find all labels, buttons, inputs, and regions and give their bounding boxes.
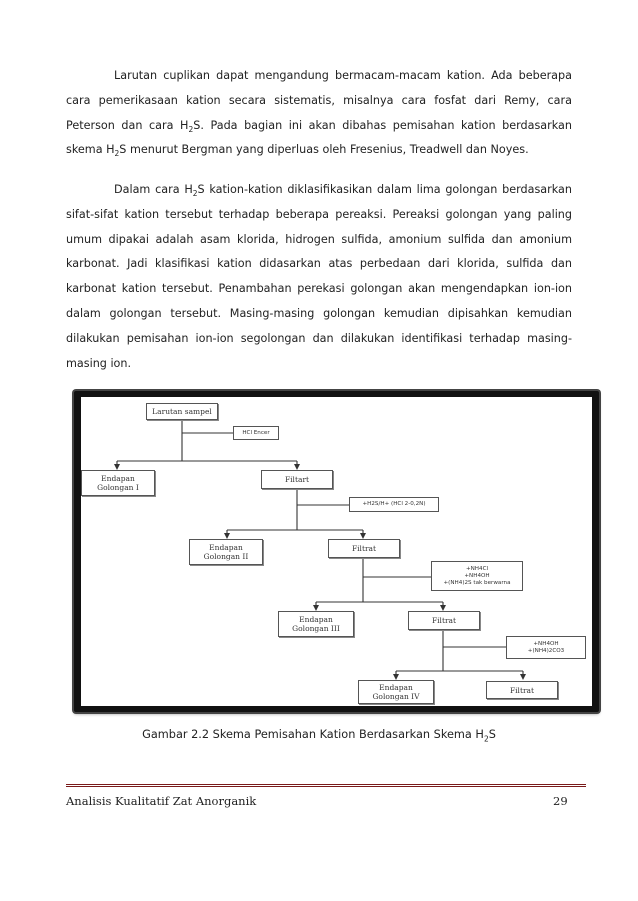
figure-caption [0, 728, 638, 744]
subscript: 2 [114, 149, 120, 159]
page-number: 29 [553, 794, 568, 808]
box-larutan-sampel: Larutan sampel [146, 403, 218, 420]
paragraph-intro-text-1: Larutan cuplikan dapat mengandung bermacam-macam kation. Ada beberapa cara pemerikasaan kation secara sistematis, misalnya cara fosfat dari Remy, cara Peterson dan cara H [66, 69, 572, 132]
figure-caption-tail: S [488, 728, 496, 741]
reagent-nh4-group-4: +NH4OH +(NH4)2CO3 [506, 636, 586, 659]
footer-divider-secondary [66, 786, 586, 787]
subscript: 2 [192, 189, 198, 199]
box-endapan-golongan-2: Endapan Golongan II [189, 539, 263, 565]
separation-scheme-diagram [81, 397, 592, 706]
box-filtrat-3: Filtrat [408, 611, 480, 630]
figure-caption-text: Gambar 2.2 Skema Pemisahan Kation Berdasarkan Skema H [142, 728, 484, 741]
paragraph-classification-text-1: Dalam cara H [114, 183, 193, 196]
subscript: 2 [483, 734, 489, 744]
figure-frame [74, 391, 599, 712]
box-endapan-golongan-1: Endapan Golongan I [81, 470, 155, 496]
paragraph-intro-text-2: S. Pada bagian ini akan dibahas pemisahan kation berdasarkan skema H [66, 118, 572, 157]
reagent-nh4-group-3: +NH4Cl +NH4OH +(NH4)2S tak berwarna [431, 561, 523, 591]
reagent-hcl-encer: HCl Encer [233, 426, 279, 440]
paragraph-classification-text-2: S kation-kation diklasifikasikan dalam lima golongan berdasarkan sifat-sifat kation tersebut terhadap beberapa pereaksi. Pereaksi golongan yang paling umum dipakai adalah asam klorida, hidrogen sulfida, amonium sulfida dan amonium karbonat. Jadi klasifikasi kation didasarkan atas perbedaan dari klorida, sulfida dan karbonat kation tersebut. Penambahan perekasi golongan akan mengendapkan ion-ion dalam golongan tersebut. Masing-masing golongan kemudian dipisahkan kemudian dilakukan pemisahan ion-ion segolongan dan dilakukan identifikasi terhadap masing-masing ion. [66, 183, 572, 370]
box-endapan-golongan-4: Endapan Golongan IV [358, 680, 434, 704]
reagent-h2s: +H2S/H+ (HCl 2-0,2N) [349, 497, 439, 512]
box-endapan-golongan-3: Endapan Golongan III [278, 611, 354, 637]
subscript: 2 [188, 124, 194, 134]
box-filtrat-2: Filtrat [328, 539, 400, 558]
footer-divider [66, 784, 586, 785]
paragraph-intro-text-3: S menurut Bergman yang diperluas oleh Fresenius, Treadwell dan Noyes. [119, 143, 529, 157]
paragraph-intro [66, 64, 572, 163]
box-filtrat-1: Filtart [261, 470, 333, 489]
box-filtrat-4: Filtrat [486, 681, 558, 699]
footer-book-title: Analisis Kualitatif Zat Anorganik [66, 794, 257, 808]
paragraph-classification [66, 178, 572, 376]
